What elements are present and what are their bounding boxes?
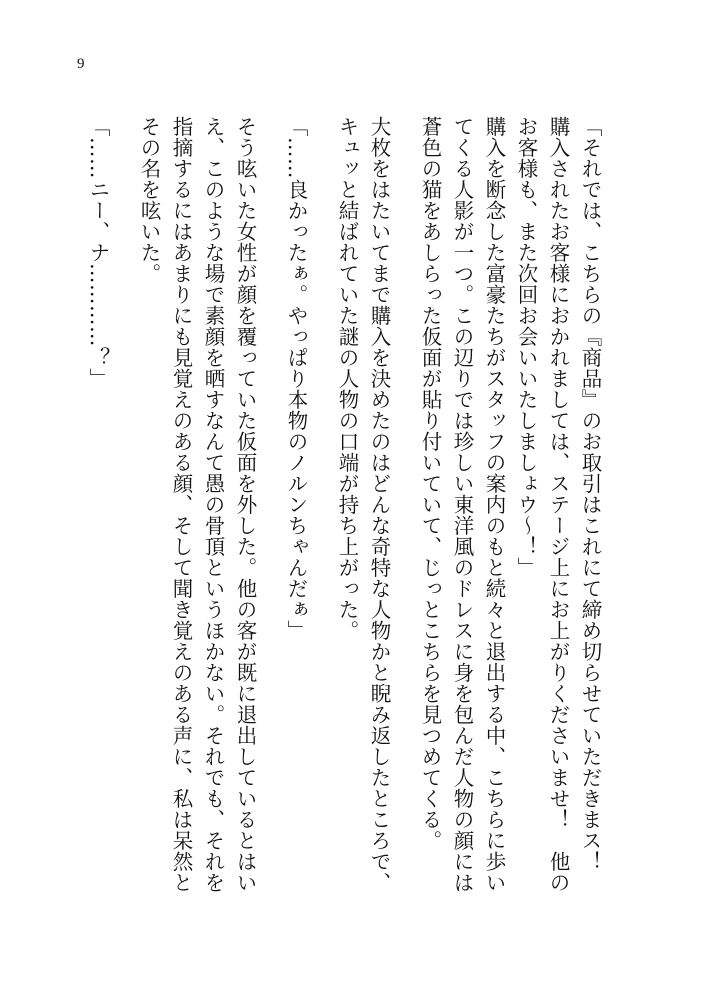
paragraph-dialogue-name: 「……ニー、ナ…………？」 — [86, 116, 110, 389]
paragraph-glare-back: 大枚をはたいてまで購入を決めたのはどんな奇特な人物かと睨み返したところで、キュッと結ばれていた謎の人物の口端が持ち上がった。 — [335, 116, 391, 893]
page-number: 9 — [77, 56, 85, 72]
paragraph-masked-figure: 購入を断念した富豪たちがスタッフの案内のもと続々と退出する中、こちらに歩いてくる人影が一つ。この辺りでは珍しい東洋風のドレスに身を包んだ人物の顔には蒼色の猫をあしらった仮面が貼り付いていて、じっとこちらを見つめてくる。 — [418, 116, 506, 893]
paragraph-announcement: 「それでは、こちらの『商品』のお取引はこれにて締め切らせていただきまス！ 購入されたお客様におかれましては、ステージ上にお上がりくださいませ！ 他のお客様も、また次回お会いいたしましょウ～！」 — [514, 116, 602, 893]
paragraph-unmasking: そう呟いた女性が顔を覆っていた仮面を外した。他の客が既に退出しているとはいえ、このような場で素顔を晒すなんて愚の骨頂というほかない。それでも、それを指摘するにはあまりにも見覚えのある顔、そして聞き覚えのある声に、私は呆然とその名を呟いた。 — [137, 116, 257, 893]
vertical-text-body — [63, 116, 606, 896]
paragraph-dialogue-relief: 「……良かったぁ。やっぱり本物のノルンちゃんだぁ」 — [284, 116, 308, 641]
